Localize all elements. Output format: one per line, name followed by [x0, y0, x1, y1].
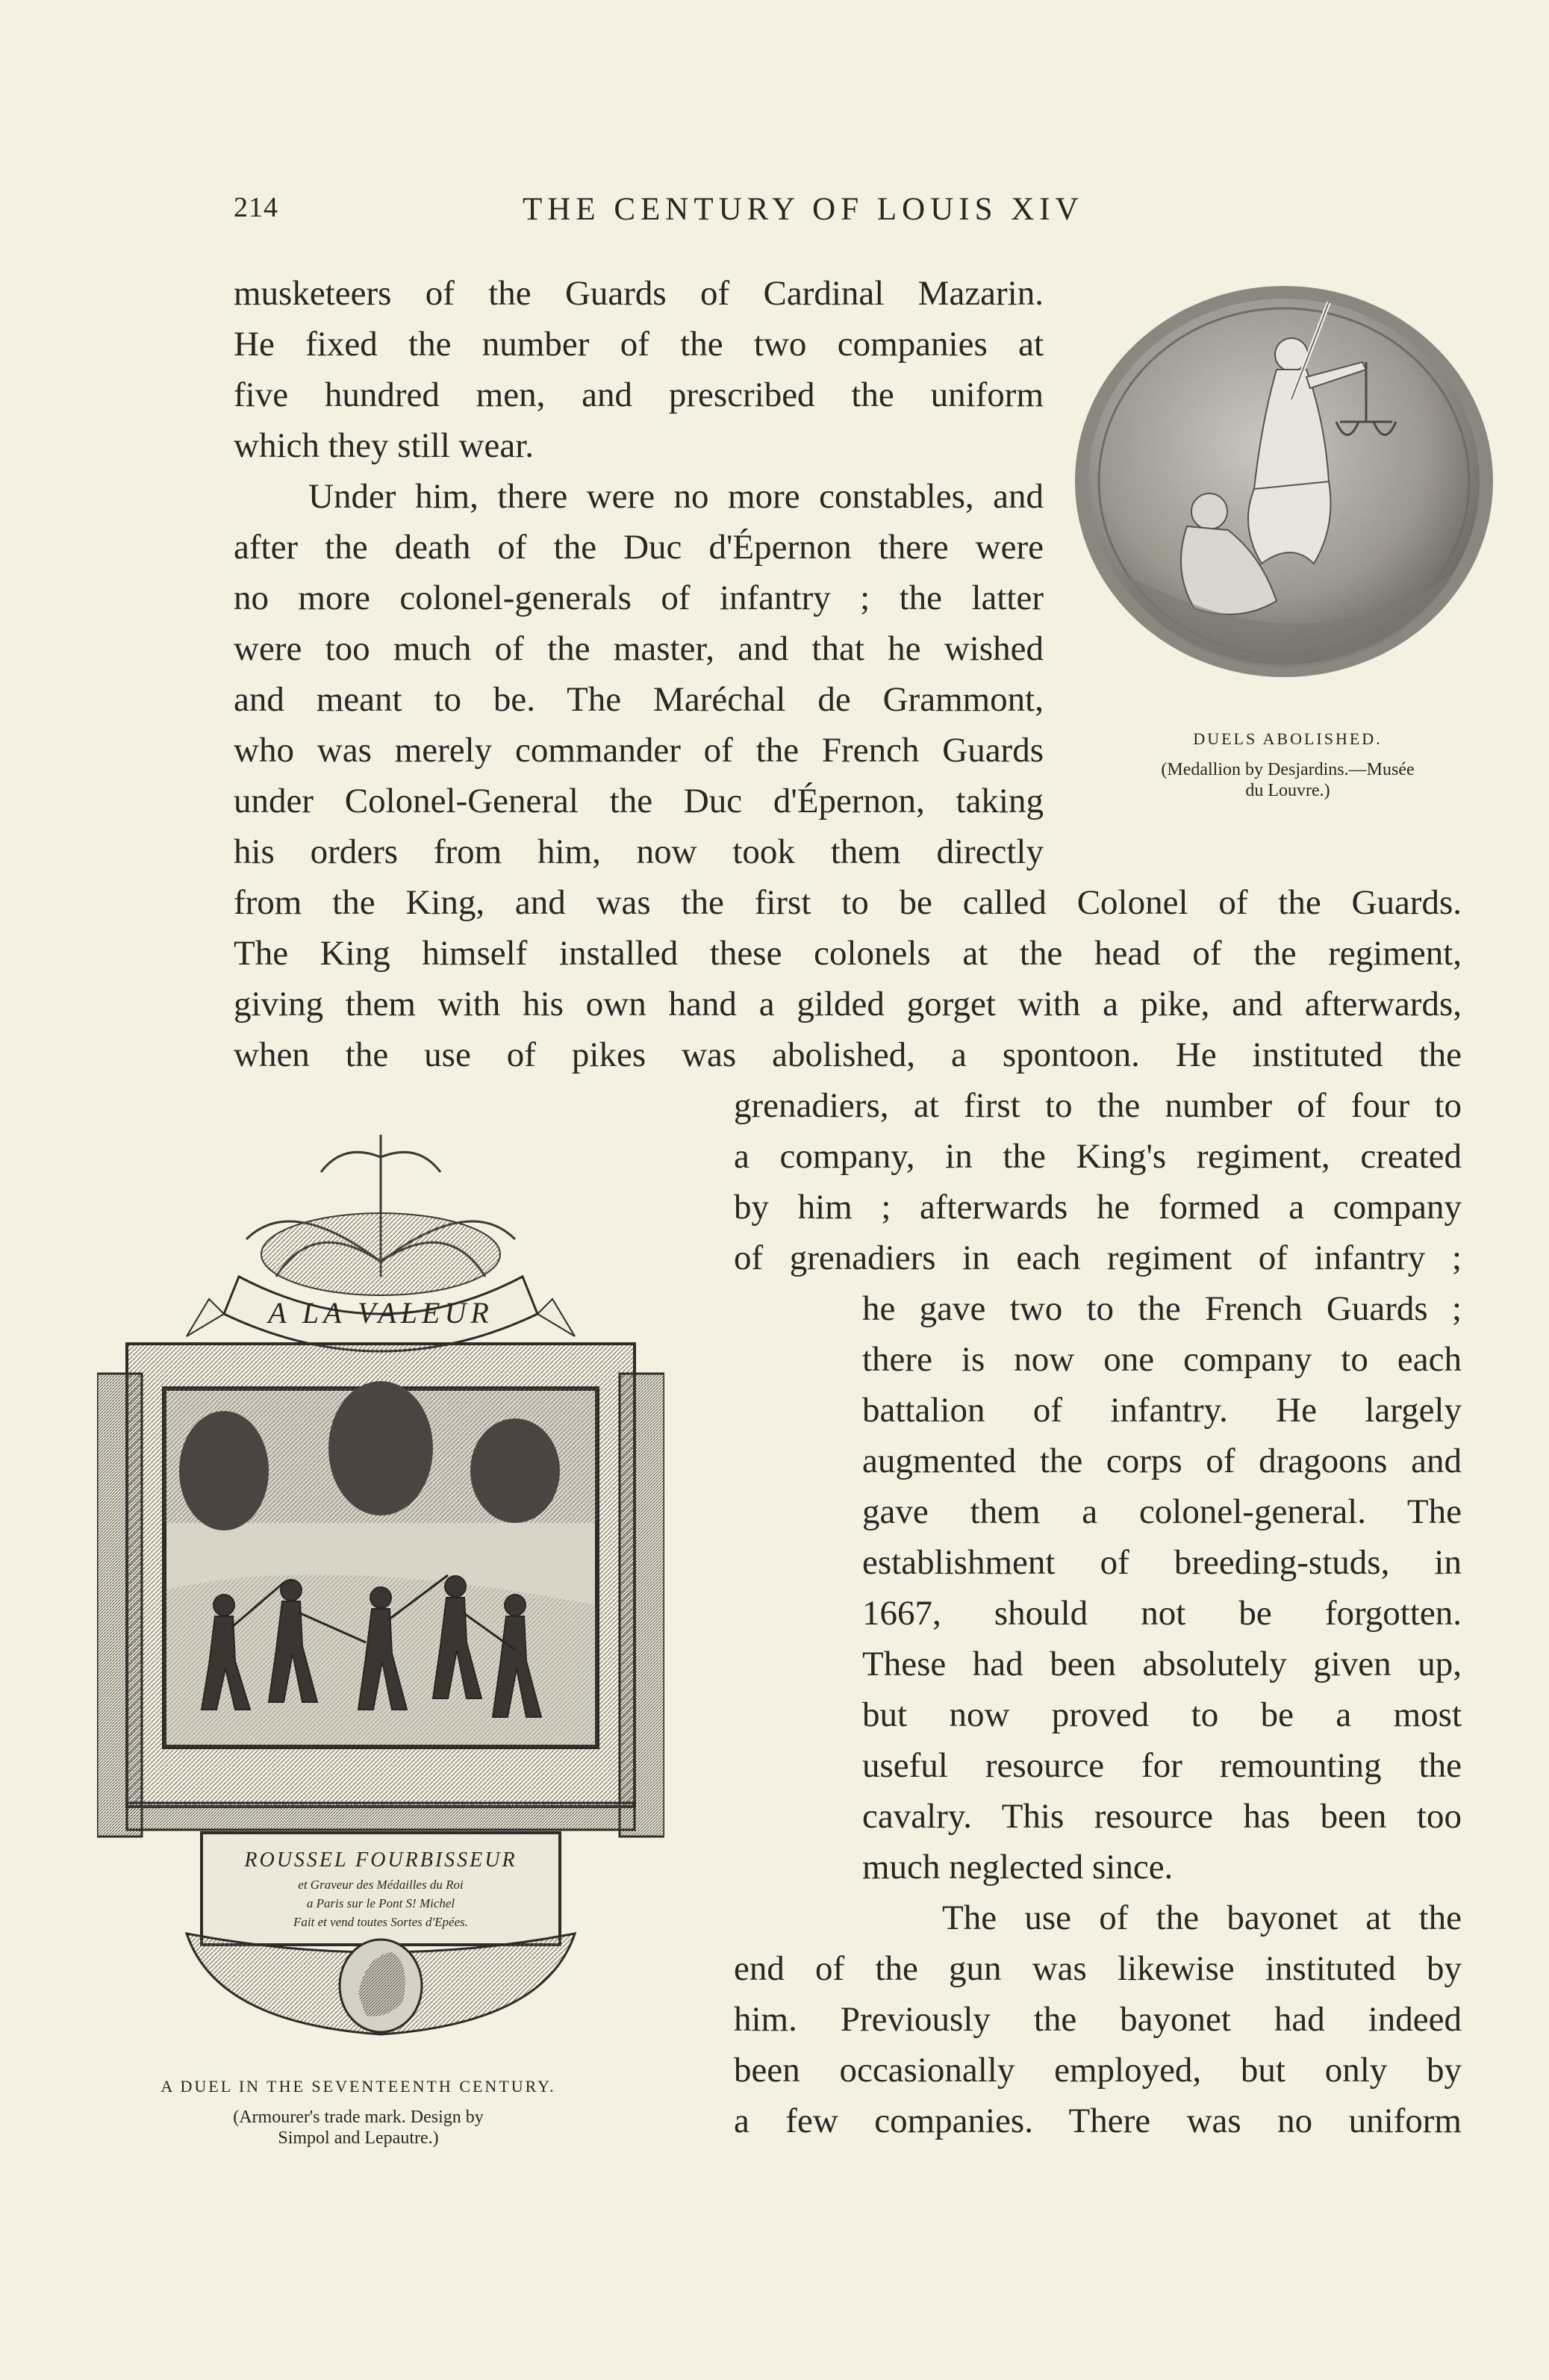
page-number: 214: [234, 192, 278, 223]
body-line: giving them with his own hand a gilded gorget with a pike, and afterwards,: [234, 985, 1462, 1024]
body-line: battalion of infantry. He largely: [862, 1391, 1462, 1430]
running-head: [0, 191, 1549, 236]
body-line: end of the gun was likewise instituted by: [734, 1949, 1462, 1988]
body-line: him. Previously the bayonet had indeed: [734, 2000, 1462, 2039]
body-line: which they still wear.: [234, 426, 534, 465]
medallion-image: [1068, 272, 1508, 698]
body-line: much neglected since.: [862, 1848, 1174, 1887]
body-line: who was merely commander of the French Guards: [234, 731, 1044, 770]
body-line: after the death of the Duc d'Épernon there were: [234, 528, 1044, 567]
cartouche-line: a Paris sur le Pont S! Michel: [306, 1896, 455, 1910]
body-line: and meant to be. The Maréchal de Grammont,: [234, 680, 1044, 719]
medallion-caption-title: DUELS ABOLISHED.: [1193, 729, 1383, 748]
body-line: The King himself installed these colonels at the head of the regiment,: [234, 934, 1462, 973]
running-title: THE CENTURY OF LOUIS XIV: [523, 192, 1084, 227]
body-line: grenadiers, at first to the number of four to: [734, 1086, 1462, 1125]
engraving-figure: [97, 1127, 664, 2148]
body-line: establishment of breeding-studs, in: [862, 1543, 1462, 1582]
body-line: useful resource for remounting the: [862, 1746, 1462, 1785]
body-line: 1667, should not be forgotten.: [862, 1594, 1462, 1633]
body-line: he gave two to the French Guards ;: [862, 1289, 1462, 1328]
body-line: musketeers of the Guards of Cardinal Mazarin.: [234, 274, 1044, 313]
body-line: from the King, and was the first to be called Colonel of the Guards.: [234, 883, 1462, 922]
body-line: but now proved to be a most: [862, 1695, 1462, 1734]
engraving-caption-title: A DUEL IN THE SEVENTEENTH CENTURY.: [160, 2077, 556, 2096]
cartouche-line: ROUSSEL FOURBISSEUR: [244, 1848, 517, 1872]
cartouche-line: et Graveur des Médailles du Roi: [298, 1878, 464, 1892]
medallion-figure: [1068, 272, 1508, 800]
body-line: cavalry. This resource has been too: [862, 1797, 1462, 1836]
body-line: were too much of the master, and that he wished: [234, 629, 1044, 668]
body-line: These had been absolutely given up,: [862, 1645, 1462, 1683]
body-line: five hundred men, and prescribed the uniform: [234, 376, 1044, 414]
body-line: augmented the corps of dragoons and: [862, 1442, 1462, 1480]
body-line: of grenadiers in each regiment of infantry ;: [734, 1239, 1462, 1277]
body-line: been occasionally employed, but only by: [734, 2051, 1462, 2090]
cartouche-line: Fait et vend toutes Sortes d'Epées.: [293, 1915, 469, 1929]
body-line: his orders from him, now took them directly: [234, 832, 1044, 871]
body-line: by him ; afterwards he formed a company: [734, 1188, 1462, 1227]
body-line: The use of the bayonet at the: [942, 1898, 1462, 1937]
body-line: there is now one company to each: [862, 1340, 1462, 1379]
engraving-image: [97, 1127, 664, 2057]
body-line: under Colonel-General the Duc d'Épernon, taking: [234, 782, 1044, 820]
body-line: He fixed the number of the two companies at: [234, 325, 1044, 364]
banner-text: A LA VALEUR: [268, 1296, 493, 1330]
body-line: gave them a colonel-general. The: [862, 1492, 1462, 1531]
body-line: when the use of pikes was abolished, a spontoon. He instituted the: [234, 1035, 1462, 1074]
body-line: a company, in the King's regiment, created: [734, 1137, 1462, 1176]
body-line: Under him, there were no more constables, and: [308, 477, 1044, 516]
engraving-caption-note: (Armourer's trade mark. Design by Simpol and Lepautre.): [233, 2108, 484, 2148]
medallion-caption-note: (Medallion by Desjardins.—Musée du Louvre.): [1161, 760, 1415, 800]
body-line: no more colonel-generals of infantry ; the latter: [234, 579, 1044, 617]
body-line: a few companies. There was no uniform: [734, 2102, 1462, 2140]
